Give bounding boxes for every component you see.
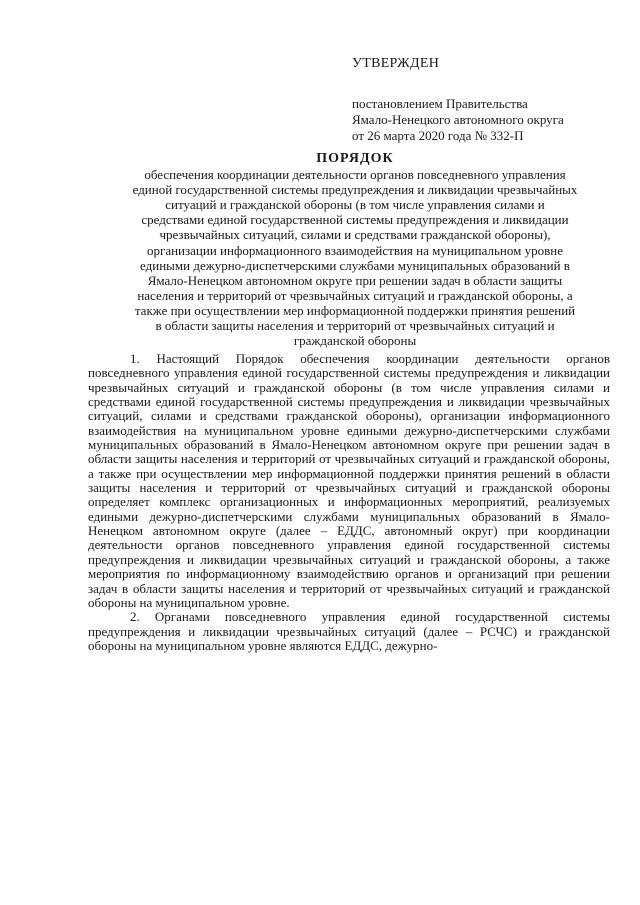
paragraph-1: 1. Настоящий Порядок обеспечения координации деятельности органов повседневного управления единой государственной системы предупреждения и ликвидации чрезвычайных ситуаций и гражданской обороны (в том числе управления силами и средствами единой государственной системы предупреждения и ликвидации чрезвычайных ситуаций, силами и средствами гражданской обороны), организации информационного взаимодействия на муниципальном уровне едиными дежурно-диспетчерскими службами муниципальных образований в Ямало-Ненецком автономном округе при решении задач в области защиты населения и территорий от чрезвычайных ситуаций и гражданской обороны, а также при осуществлении мер информационной поддержки принятия решений в области защиты населения и территорий от чрезвычайных ситуаций и гражданской обороны определяет комплекс организационных и информационных мероприятий, реализуемых едиными дежурно-диспетчерскими службами муниципальных образований в Ямало-Ненецком автономном округе (далее – ЕДДС, автономный округ) при координации деятельности органов повседневного управления единой государственной системы предупреждения и ликвидации чрезвычайных ситуаций и гражданской обороны, а также мероприятия по информационному взаимодействию органов и организаций при решении задач в области защиты населения и территорий от чрезвычайных ситуаций и гражданской обороны на муниципальном уровне. <box>88 351 610 610</box>
approval-line-2: Ямало-Ненецкого автономного округа <box>352 112 564 127</box>
title-heading: ПОРЯДОК <box>316 151 394 166</box>
approval-stamp <box>352 56 612 144</box>
approval-line-3: от 26 марта 2020 года № 332-П <box>352 128 524 143</box>
title-subtitle: обеспечения координации деятельности органов повседневного управления единой государственной системы предупреждения и ликвидации чрезвычайных ситуаций и гражданской обороны (в том числе управления силами и средствами единой государственной системы предупреждения и ликвидации чрезвычайных ситуаций, силами и средствами гражданской обороны), организации информационного взаимодействия на муниципальном уровне едиными дежурно-диспетчерскими службами муниципальных образований в Ямало-Ненецком автономном округе при решении задач в области защиты населения и территорий от чрезвычайных ситуаций и гражданской обороны, а также при осуществлении мер информационной поддержки принятия решений в области защиты населения и территорий от чрезвычайных ситуаций и гражданской обороны <box>132 167 578 349</box>
approval-line-1: постановлением Правительства <box>352 96 528 111</box>
document-title <box>88 151 622 348</box>
document-body <box>88 352 610 653</box>
paragraph-2: 2. Органами повседневного управления единой государственной системы предупреждения и ликвидации чрезвычайных ситуаций (далее – РСЧС) и гражданской обороны на муниципальном уровне являются ЕДДС, дежурно- <box>88 609 610 653</box>
approval-heading: УТВЕРЖДЕН <box>352 56 440 71</box>
